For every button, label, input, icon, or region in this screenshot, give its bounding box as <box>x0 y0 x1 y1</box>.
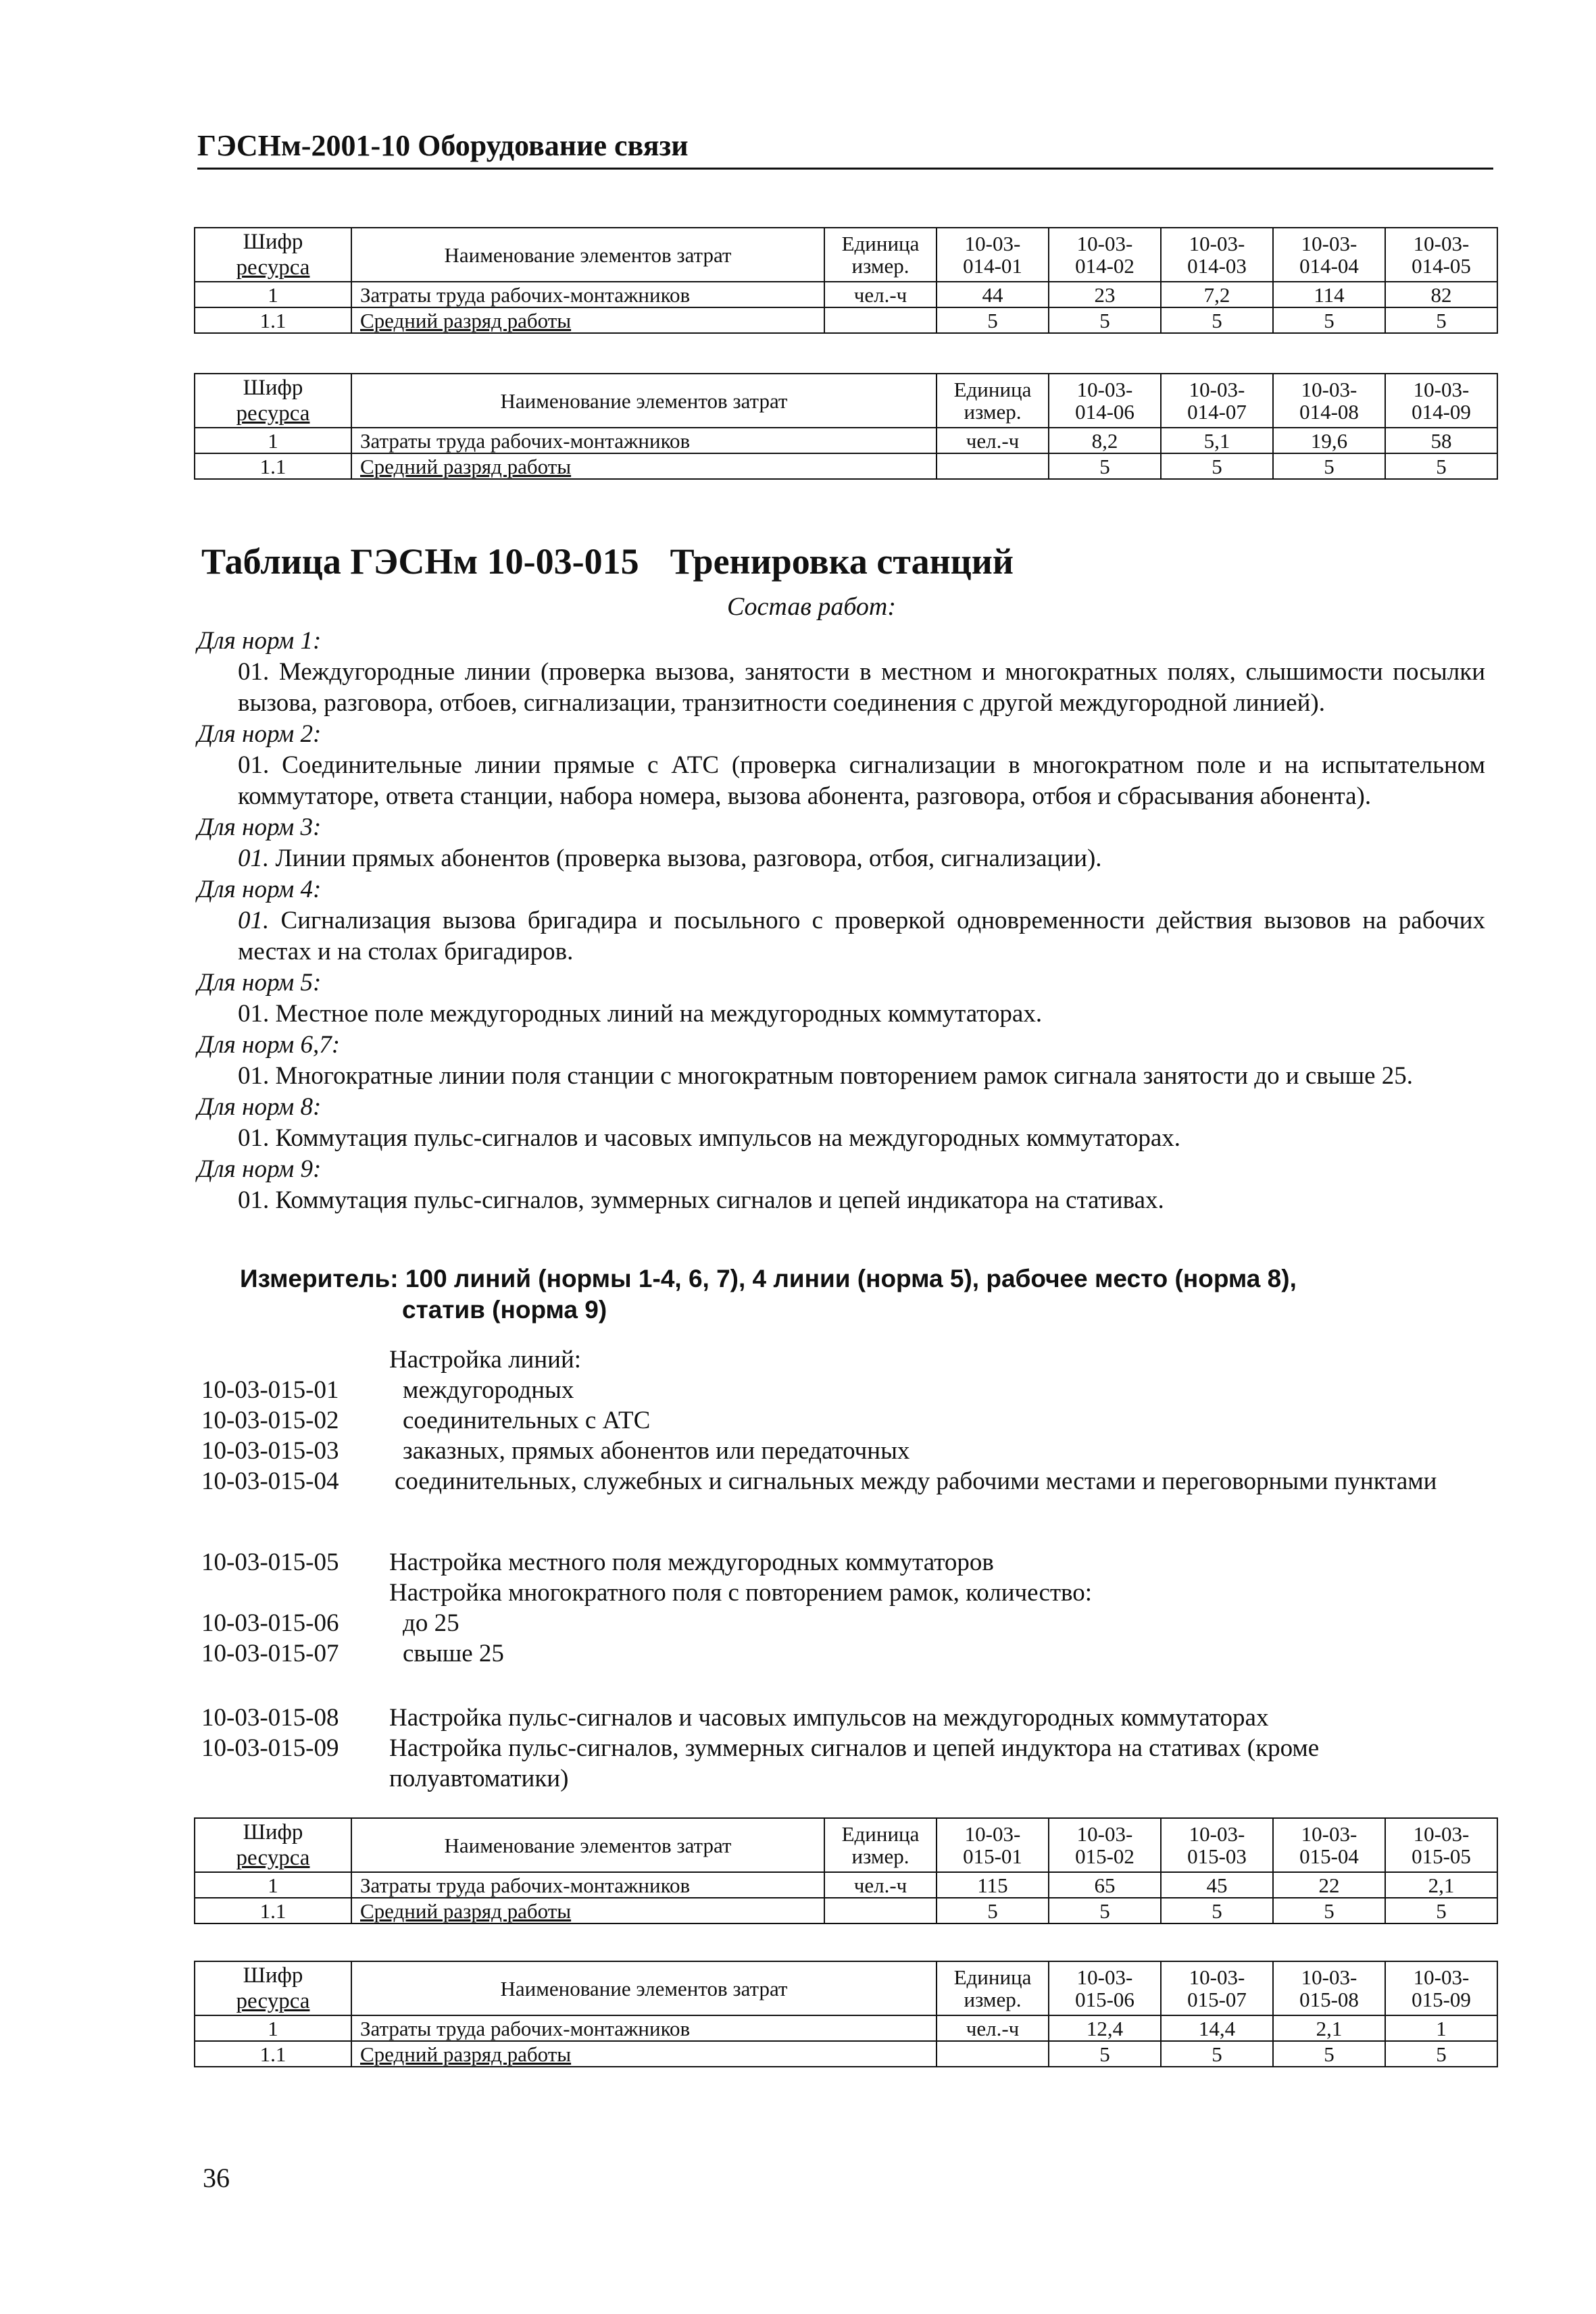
norm-text: 01. Линии прямых абонентов (проверка вызова, разговора, отбоя, сигнализации). <box>238 845 1102 872</box>
norm-col-header: 10-03- 015-05 <box>1385 1818 1497 1872</box>
norm-text: 01. Коммутация пульс-сигналов, зуммерных сигналов и цепей индикатора на стативах. <box>238 1186 1164 1214</box>
code-row: 10-03-015-04 соединительных, служебных и сигнальных между рабочими местами и переговорными пунктами <box>201 1467 1437 1495</box>
name-header: Наименование элементов затрат <box>351 1818 824 1872</box>
table-row: 1.1 Средний разряд работы 5 5 5 5 <box>195 453 1497 479</box>
code-row: 10-03-015-03 заказных, прямых абонентов или передаточных <box>201 1437 910 1465</box>
norm-col-header: 10-03- 014-05 <box>1385 228 1497 282</box>
table-row: 1 Затраты труда рабочих-монтажников чел.-ч 115 65 45 22 2,1 <box>195 1872 1497 1898</box>
norm-col-header: 10-03- 015-02 <box>1049 1818 1161 1872</box>
norm-label: Для норм 2: <box>197 720 322 748</box>
code-header: Шифр ресурса <box>195 1818 351 1872</box>
norm-col-header: 10-03- 014-03 <box>1161 228 1273 282</box>
norm-col-header: 10-03- 015-09 <box>1385 1961 1497 2015</box>
norm-codes-list <box>201 1547 1499 1669</box>
norm-col-header: 10-03- 015-03 <box>1161 1818 1273 1872</box>
table-row: 1.1 Средний разряд работы 5 5 5 5 <box>195 2041 1497 2067</box>
name-header: Наименование элементов затрат <box>351 1961 937 2015</box>
running-header: ГЭСНм-2001-10 Оборудование связи <box>197 129 689 162</box>
norm-text: 01. Многократные линии поля станции с многократным повторением рамок сигнала занятости до и свыше 25. <box>238 1062 1414 1090</box>
code-header: Шифр ресурса <box>195 374 351 428</box>
cost-table-014-b <box>194 373 1498 480</box>
table-row: 1.1 Средний разряд работы 5 5 5 5 5 <box>195 307 1497 333</box>
composition-heading: Состав работ: <box>726 593 897 621</box>
code-row: 10-03-015-02 соединительных с АТС <box>201 1407 651 1434</box>
page-number: 36 <box>203 2163 230 2193</box>
norm-col-header: 10-03- 015-06 <box>1049 1961 1161 2015</box>
norm-text: 01. Междугородные линии (проверка вызова, занятости в местном и многократных полях, слышимости посылки вызова, разговора, отбоев, сигнализации, транзитности соединения с другой междугородной линией). <box>238 658 1486 717</box>
norm-col-header: 10-03- 014-07 <box>1161 374 1273 428</box>
norm-label: Для норм 9: <box>197 1155 322 1183</box>
measure-unit: Измеритель: 100 линий (нормы 1-4, 6, 7), 4 линии (норма 5), рабочее место (норма 8), статив (норма 9) <box>240 1265 1297 1324</box>
norm-label: Для норм 5: <box>197 969 322 997</box>
table-header-row <box>195 374 1497 428</box>
norm-label: Для норм 4: <box>197 876 322 903</box>
norm-col-header: 10-03- 014-04 <box>1273 228 1385 282</box>
code-row: 10-03-015-05 Настройка местного поля междугородных коммутаторов <box>201 1549 994 1576</box>
norm-codes-list <box>201 1703 1499 1794</box>
unit-header: Единица измер. <box>824 1818 937 1872</box>
norm-col-header: 10-03- 015-01 <box>937 1818 1049 1872</box>
table-header-row <box>195 1818 1497 1872</box>
norm-label: Для норм 6,7: <box>197 1031 341 1059</box>
header-rule <box>197 168 1493 170</box>
table-row: 1 Затраты труда рабочих-монтажников чел.-ч 12,4 14,4 2,1 1 <box>195 2015 1497 2041</box>
table-row: 1.1 Средний разряд работы 5 5 5 5 5 <box>195 1898 1497 1923</box>
norm-col-header: 10-03- 014-08 <box>1273 374 1385 428</box>
norm-label: Для норм 3: <box>197 813 322 841</box>
code-row: 10-03-015-09 Настройка пульс-сигналов, зуммерных сигналов и цепей индуктора на стативах (кроме полуавтоматики) <box>201 1734 1320 1792</box>
multi-heading: Настройка многократного поля с повторением рамок, количество: <box>389 1579 1093 1607</box>
setup-heading: Настройка линий: <box>389 1346 582 1374</box>
section-title <box>201 540 1014 582</box>
norm-label: Для норм 8: <box>197 1093 322 1121</box>
cost-table-015-b <box>194 1961 1498 2067</box>
code-row: 10-03-015-06 до 25 <box>201 1609 459 1637</box>
code-row: 10-03-015-01 междугородных <box>201 1376 574 1404</box>
section-title-name: Тренировка станций <box>670 541 1014 582</box>
norm-text: 01. Местное поле междугородных линий на междугородных коммутаторах. <box>238 1000 1043 1028</box>
norm-col-header: 10-03- 014-01 <box>937 228 1049 282</box>
unit-header: Единица измер. <box>937 1961 1049 2015</box>
norm-col-header: 10-03- 015-07 <box>1161 1961 1273 2015</box>
code-header: Шифр ресурса <box>195 1961 351 2015</box>
cost-table-015-a <box>194 1817 1498 1924</box>
norm-label: Для норм 1: <box>197 627 322 655</box>
norm-col-header: 10-03- 015-04 <box>1273 1818 1385 1872</box>
table-header-row <box>195 1961 1497 2015</box>
table-row: 1 Затраты труда рабочих-монтажников чел.-ч 8,2 5,1 19,6 58 <box>195 428 1497 453</box>
norm-col-header: 10-03- 014-09 <box>1385 374 1497 428</box>
norm-col-header: 10-03- 015-08 <box>1273 1961 1385 2015</box>
cost-table-014-a <box>194 227 1498 334</box>
norm-text: 01. Сигнализация вызова бригадира и посыльного с проверкой одновременности действия вызовов на рабочих местах и на столах бригадиров. <box>238 907 1486 965</box>
name-header: Наименование элементов затрат <box>351 374 937 428</box>
norm-text: 01. Соединительные линии прямые с АТС (проверка сигнализации в многократном поле и на испытательном коммутаторе, ответа станции, набора номера, вызова абонента, разговора, отбоя и сбрасывания абонента). <box>238 751 1486 810</box>
norm-text: 01. Коммутация пульс-сигналов и часовых импульсов на междугородных коммутаторах. <box>238 1124 1180 1152</box>
table-header-row <box>195 228 1497 282</box>
work-composition <box>197 626 1485 1216</box>
code-row: 10-03-015-07 свыше 25 <box>201 1640 504 1667</box>
norm-codes-list <box>201 1344 1499 1496</box>
name-header: Наименование элементов затрат <box>351 228 824 282</box>
code-row: 10-03-015-08 Настройка пульс-сигналов и часовых импульсов на междугородных коммутаторах <box>201 1704 1269 1732</box>
norm-col-header: 10-03- 014-02 <box>1049 228 1161 282</box>
code-header: Шифр ресурса <box>195 228 351 282</box>
table-row: 1 Затраты труда рабочих-монтажников чел.-ч 44 23 7,2 114 82 <box>195 282 1497 307</box>
unit-header: Единица измер. <box>937 374 1049 428</box>
norm-col-header: 10-03- 014-06 <box>1049 374 1161 428</box>
section-title-code: Таблица ГЭСНм 10-03-015 <box>201 541 639 582</box>
unit-header: Единица измер. <box>824 228 937 282</box>
